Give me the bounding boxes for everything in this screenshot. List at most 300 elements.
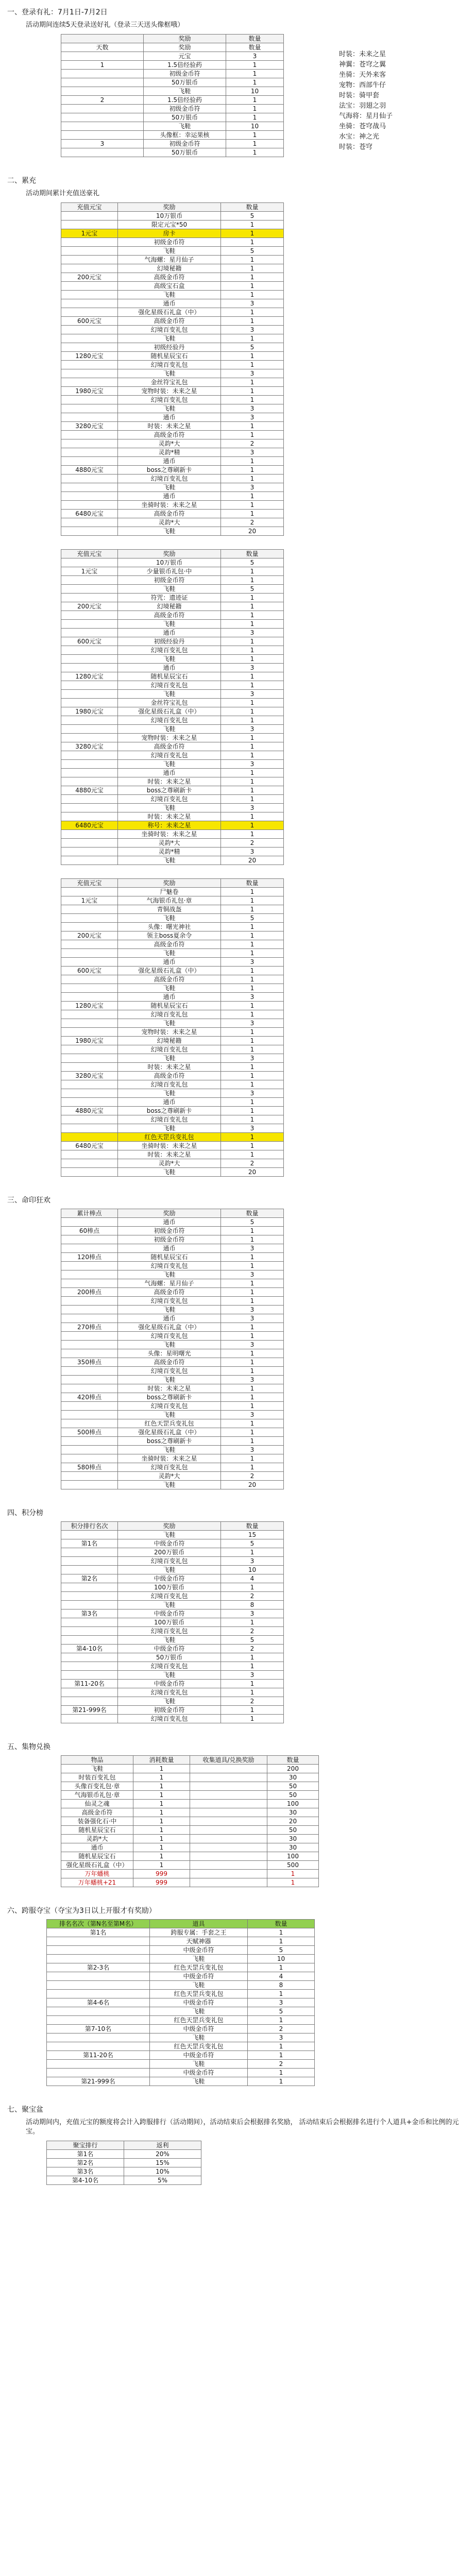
table-cell: 6480元宝 <box>61 1142 118 1150</box>
table-cell: 限定元宝*50 <box>118 221 221 229</box>
table-row <box>61 664 284 672</box>
table-row <box>61 1428 284 1437</box>
table-cell: 1 <box>221 769 284 777</box>
table-cell: 1 <box>221 672 284 681</box>
table-cell: 2 <box>221 1159 284 1168</box>
table-row <box>61 238 284 247</box>
table-cell: 5 <box>221 212 284 221</box>
table-cell: 飞鞋 <box>118 291 221 299</box>
table-cell: 符咒：遗迹证 <box>118 594 221 602</box>
table-row <box>61 492 284 501</box>
table-row <box>61 1715 284 1723</box>
table-cell: 3280元宝 <box>61 422 118 431</box>
table-cell: 1 <box>221 422 284 431</box>
table-cell: 1 <box>221 1358 284 1367</box>
table-row <box>61 148 284 157</box>
table-cell: 20% <box>124 2150 201 2159</box>
table-cell: 初级经验丹 <box>118 637 221 646</box>
table-cell: 3 <box>221 1124 284 1133</box>
table-cell: 1 <box>221 1063 284 1072</box>
table-cell: 15% <box>124 2159 201 2167</box>
table-cell <box>61 238 118 247</box>
table-cell: 初级金币符 <box>118 1227 221 1235</box>
table-cell: 3 <box>61 140 144 148</box>
table-cell <box>61 1531 118 1539</box>
table-row <box>61 1826 319 1835</box>
table-cell <box>61 113 144 122</box>
table-cell: 1 <box>226 96 284 105</box>
table-cell <box>61 1314 118 1323</box>
table-cell <box>190 1791 267 1800</box>
table-cell: 1 <box>221 1288 284 1297</box>
table-cell <box>61 1472 118 1481</box>
section-2-desc: 活动期间累计充值送豪礼 <box>26 190 100 197</box>
table-cell: 1 <box>267 1870 319 1878</box>
table-cell: 跨服专属：手套之王 <box>150 1928 248 1937</box>
table-cell: 飞鞋 <box>61 1765 133 1773</box>
table-cell <box>61 131 144 140</box>
table-row <box>61 931 284 940</box>
table-cell: 通币 <box>118 1314 221 1323</box>
table-cell <box>61 378 118 387</box>
table-cell: 1 <box>221 602 284 611</box>
table-cell: 1 <box>221 967 284 975</box>
table-cell: 1 <box>248 1990 315 1998</box>
table-cell: 金丝符宝礼包 <box>118 699 221 707</box>
table-cell: 500棒点 <box>61 1428 118 1437</box>
table-cell: 幻境百变礼包 <box>118 1402 221 1411</box>
table-cell: 第1名 <box>47 2150 124 2159</box>
table-cell: 高级金币符 <box>118 1288 221 1297</box>
table-cell: 气海银币礼包·章 <box>118 896 221 905</box>
table-cell: 第21-999名 <box>61 1706 118 1715</box>
table-row <box>61 1671 284 1680</box>
table-cell: 通币 <box>118 1218 221 1227</box>
table-cell <box>61 52 144 61</box>
table-cell: 1 <box>221 1098 284 1107</box>
table-cell: 10万银币 <box>118 558 221 567</box>
table-row <box>47 2007 315 2016</box>
table-row <box>47 2016 315 2025</box>
table-cell: 420棒点 <box>61 1393 118 1402</box>
table-cell: 少量银币礼包·中 <box>118 567 221 576</box>
table-cell: 3 <box>221 804 284 812</box>
table-row <box>61 1662 284 1671</box>
section-6-title: 六、跨服夺宝（夺宝为3日以上开服才有奖励） <box>7 1907 156 1915</box>
table-cell: 1 <box>221 457 284 466</box>
table-cell: 气海螺：星月仙子 <box>118 256 221 264</box>
table-cell: 元宝 <box>144 52 226 61</box>
table-row <box>47 2077 315 2086</box>
table-cell: 灵韵*大 <box>118 1159 221 1168</box>
table-row <box>61 1454 284 1463</box>
table-row <box>61 558 284 567</box>
table-cell: 幻境百变礼包 <box>118 1115 221 1124</box>
table-cell: 270棒点 <box>61 1323 118 1332</box>
table-cell: 随机星辰宝石 <box>118 1253 221 1262</box>
table-cell: 1 <box>221 510 284 518</box>
table-cell: 通币 <box>118 457 221 466</box>
table-cell: 1 <box>226 113 284 122</box>
table-cell: 1 <box>221 431 284 439</box>
section-7-title: 七、聚宝盆 <box>7 2106 43 2114</box>
table-cell <box>61 492 118 501</box>
table-cell <box>61 940 118 949</box>
table-cell <box>61 576 118 585</box>
table-cell: 飞鞋 <box>118 984 221 993</box>
table-row <box>47 2176 201 2185</box>
table-row <box>61 404 284 413</box>
table-row <box>61 690 284 699</box>
table-cell <box>47 2069 150 2077</box>
table-cell: 飞鞋 <box>150 1955 248 1963</box>
table-row <box>61 1115 284 1124</box>
table-cell: 1 <box>221 567 284 576</box>
table-row <box>61 1419 284 1428</box>
table-row <box>61 378 284 387</box>
table-cell: 1 <box>221 1010 284 1019</box>
table-cell: 中级金币符 <box>150 1972 248 1981</box>
table-cell <box>61 1481 118 1489</box>
table-cell: 1 <box>226 131 284 140</box>
table-row <box>61 1306 284 1314</box>
column-header: 道具 <box>150 1920 248 1928</box>
table-cell: 2 <box>221 1592 284 1601</box>
table-row <box>61 1773 319 1782</box>
table-cell: 1 <box>221 1393 284 1402</box>
table-header-row <box>47 2141 201 2150</box>
table-cell: 1 <box>221 492 284 501</box>
table-cell: 第2名 <box>61 1574 118 1583</box>
table-row <box>61 1218 284 1227</box>
table-cell <box>61 1341 118 1349</box>
side-note: 气海将：星月仙子 <box>339 112 393 120</box>
table-cell <box>61 221 118 229</box>
table-cell: 幻境百变礼包 <box>118 1045 221 1054</box>
table-row <box>61 804 284 812</box>
table-cell <box>61 518 118 527</box>
table-cell: 8 <box>221 1601 284 1609</box>
table-cell: 1 <box>133 1765 190 1773</box>
table-cell: 头像：星明曙光 <box>118 1349 221 1358</box>
table-row <box>61 1288 284 1297</box>
table-header-row <box>61 1756 319 1765</box>
table-cell: 初级经验丹 <box>118 343 221 352</box>
table-cell <box>190 1843 267 1852</box>
column-header: 充值元宝 <box>61 550 118 558</box>
table-cell: 高级金币符 <box>118 1072 221 1080</box>
table-cell: 15 <box>221 1531 284 1539</box>
table-row <box>61 975 284 984</box>
table-cell: 2 <box>248 2060 315 2069</box>
table-row <box>47 1937 315 1946</box>
table-row <box>47 1972 315 1981</box>
column-header: 奖励 <box>118 1522 221 1531</box>
table-row <box>61 786 284 795</box>
section-1-title: 一、登录有礼：7月1日-7月2日 <box>7 8 108 16</box>
table-cell: 飞鞋 <box>118 1531 221 1539</box>
side-note: 坐骑：苍穹战马 <box>339 123 386 130</box>
table-cell: 第3名 <box>47 2167 124 2176</box>
table-row <box>47 1928 315 1937</box>
table-cell: 1 <box>221 1548 284 1557</box>
table-row <box>47 1946 315 1955</box>
table-cell: 600元宝 <box>61 967 118 975</box>
table-cell: 20 <box>221 527 284 536</box>
table-row <box>61 413 284 422</box>
table-cell: 3 <box>221 1609 284 1618</box>
table-cell <box>61 1557 118 1566</box>
table-cell: 时装：未来之星 <box>118 1063 221 1072</box>
table-cell: 3 <box>221 299 284 308</box>
table-cell <box>190 1782 267 1791</box>
table-cell: 飞鞋 <box>150 2007 248 2016</box>
table-cell: 坐骑时装：未来之星 <box>118 1142 221 1150</box>
table-cell <box>61 1437 118 1446</box>
table-cell: 幻境百变礼包 <box>118 1688 221 1697</box>
table-cell: 1 <box>221 905 284 914</box>
table-cell: 999 <box>133 1878 190 1887</box>
table-row <box>61 1244 284 1253</box>
table-row <box>61 655 284 664</box>
table-cell <box>61 923 118 931</box>
table-cell: 幻境百变礼包 <box>118 681 221 690</box>
table-cell: 3280元宝 <box>61 1072 118 1080</box>
table-cell: 1 <box>221 1419 284 1428</box>
table-row <box>61 821 284 830</box>
table-row <box>61 777 284 786</box>
table-cell: 1 <box>226 148 284 157</box>
table-cell: 1 <box>248 2042 315 2051</box>
table-cell: 5 <box>221 1636 284 1645</box>
table-cell: 1 <box>221 1235 284 1244</box>
table-cell: 1 <box>221 655 284 664</box>
table-cell: 10 <box>226 87 284 96</box>
column-header: 数量 <box>226 35 284 43</box>
table-row <box>61 1072 284 1080</box>
table-cell: 1 <box>221 396 284 404</box>
column-header: 消耗数量 <box>133 1756 190 1765</box>
table-row <box>61 1107 284 1115</box>
table-cell <box>61 629 118 637</box>
table-row <box>61 264 284 273</box>
table-row <box>61 282 284 291</box>
table-cell: 1 <box>221 501 284 510</box>
table-cell: 气海银币礼包·章 <box>61 1791 133 1800</box>
table-cell: 尸魅卷 <box>118 888 221 896</box>
table-cell: 1 <box>221 812 284 821</box>
table-cell: 幻境秘籍 <box>118 1037 221 1045</box>
table-cell <box>47 1972 150 1981</box>
table-cell: 2 <box>221 518 284 527</box>
table-cell <box>61 1133 118 1142</box>
table-header-row <box>61 879 284 888</box>
table-cell: 20 <box>267 1817 319 1826</box>
table-cell: 10 <box>221 1566 284 1574</box>
table-cell: 120棒点 <box>61 1253 118 1262</box>
table-row <box>61 734 284 742</box>
table-cell: 20 <box>221 1168 284 1177</box>
table-cell <box>61 769 118 777</box>
table-row <box>61 1080 284 1089</box>
table-row <box>61 1601 284 1609</box>
table-cell: 1 <box>221 611 284 620</box>
table-cell: 4 <box>248 1972 315 1981</box>
table-cell: 1 <box>221 975 284 984</box>
table-cell: 100万银币 <box>118 1583 221 1592</box>
table-cell: 2 <box>221 839 284 848</box>
column-header: 数量 <box>267 1756 319 1765</box>
table-cell <box>190 1800 267 1808</box>
table-row <box>61 848 284 856</box>
table-row <box>61 769 284 777</box>
table-row <box>61 760 284 769</box>
table-row <box>61 1054 284 1063</box>
table-cell <box>61 856 118 865</box>
table-cell: 时装：未来之星 <box>118 1150 221 1159</box>
mingyin-table <box>61 1209 284 1489</box>
table-cell: 6480元宝 <box>61 510 118 518</box>
table-row <box>61 1297 284 1306</box>
table-row <box>61 131 284 140</box>
table-cell: 3 <box>221 993 284 1002</box>
table-cell <box>61 993 118 1002</box>
table-cell <box>61 483 118 492</box>
table-cell <box>61 646 118 655</box>
table-row <box>61 1349 284 1358</box>
table-cell: 飞鞋 <box>150 2033 248 2042</box>
table-cell: 飞鞋 <box>150 2077 248 2086</box>
table-row <box>47 2051 315 2060</box>
table-cell: 坐骑时装：未来之星 <box>118 1454 221 1463</box>
table-row <box>61 87 284 96</box>
table-row <box>61 299 284 308</box>
table-cell: 幻境百变礼包 <box>118 716 221 725</box>
table-cell: 红色天罡兵变礼包 <box>150 1990 248 1998</box>
table-cell <box>47 2060 150 2069</box>
table-row <box>61 742 284 751</box>
table-cell: 3 <box>221 1244 284 1253</box>
table-cell: 灵韵*精 <box>118 448 221 457</box>
table-row <box>61 637 284 646</box>
table-cell: 高级金币符 <box>61 1808 133 1817</box>
table-cell: 1 <box>221 984 284 993</box>
table-cell: 红色天罡兵变礼包 <box>118 1133 221 1142</box>
table-cell: 1 <box>221 1454 284 1463</box>
table-row <box>61 221 284 229</box>
table-cell: 强化星级石礼盒（中） <box>118 308 221 317</box>
table-cell: 1 <box>221 1045 284 1054</box>
table-cell: 1 <box>221 256 284 264</box>
table-row <box>61 1142 284 1150</box>
column-header: 累计棒点 <box>61 1209 118 1218</box>
table-row <box>61 725 284 734</box>
table-row <box>61 1557 284 1566</box>
table-row <box>61 448 284 457</box>
table-cell: 通币 <box>118 492 221 501</box>
section-7-desc-part1: 活动期间内，充值元宝的额度将会计入跨服排行（活动期间），活动结束后会根据排名奖励， <box>26 2119 297 2126</box>
table-row <box>61 361 284 369</box>
table-row <box>47 2025 315 2033</box>
table-cell <box>61 501 118 510</box>
table-row <box>61 1384 284 1393</box>
column-header: 数量 <box>221 203 284 212</box>
table-cell: 第2名 <box>47 2159 124 2167</box>
table-cell: 10% <box>124 2167 201 2176</box>
table-cell: 1 <box>221 308 284 317</box>
table-cell <box>61 404 118 413</box>
table-cell: 飞鞋 <box>118 1019 221 1028</box>
table-cell: 飞鞋 <box>118 1341 221 1349</box>
table-cell: 1 <box>133 1808 190 1817</box>
table-cell: 3 <box>221 1314 284 1323</box>
table-cell: 通币 <box>118 769 221 777</box>
table-cell: 1 <box>248 1937 315 1946</box>
table-cell: 幻境百变礼包 <box>118 751 221 760</box>
table-cell <box>61 1218 118 1227</box>
column-header: 奖励 <box>118 550 221 558</box>
table-cell: 1 <box>226 70 284 78</box>
table-row <box>47 2069 315 2077</box>
table-row <box>61 431 284 439</box>
table-row <box>61 923 284 931</box>
table-row <box>61 1539 284 1548</box>
table-row <box>61 1782 319 1791</box>
table-cell: 100 <box>267 1852 319 1861</box>
table-row <box>61 967 284 975</box>
table-row <box>61 1010 284 1019</box>
column-header: 排名名次（第N名至第M名） <box>47 1920 150 1928</box>
table-cell: 1 <box>133 1800 190 1808</box>
table-cell: 1 <box>221 795 284 804</box>
table-cell: 1元宝 <box>61 229 118 238</box>
table-cell: 999 <box>133 1870 190 1878</box>
table-cell <box>47 1990 150 1998</box>
table-row <box>61 594 284 602</box>
recharge-table-3 <box>61 878 284 1177</box>
table-cell: 1 <box>221 1367 284 1376</box>
table-cell: 通币 <box>118 1098 221 1107</box>
rank-table <box>61 1521 284 1723</box>
table-cell: 1 <box>221 1080 284 1089</box>
table-cell: 1 <box>221 1662 284 1671</box>
table-cell <box>61 1653 118 1662</box>
table-cell: 飞鞋 <box>118 1601 221 1609</box>
table-cell <box>61 690 118 699</box>
table-cell: 高级金币符 <box>118 611 221 620</box>
table-cell <box>61 984 118 993</box>
column-header: 奖励 <box>118 879 221 888</box>
table-cell: 幻境百变礼包 <box>118 1557 221 1566</box>
table-cell: 3 <box>248 2033 315 2042</box>
table-row <box>61 70 284 78</box>
table-row <box>61 1852 319 1861</box>
table-cell <box>61 70 144 78</box>
table-cell: 1 <box>248 1928 315 1937</box>
column-header: 返利 <box>124 2141 201 2150</box>
table-cell: 1 <box>221 291 284 299</box>
table-cell: 幻境百变礼包 <box>118 1080 221 1089</box>
table-row <box>61 510 284 518</box>
table-row <box>61 1791 319 1800</box>
table-cell: 1 <box>221 681 284 690</box>
table-cell: 3 <box>221 1054 284 1063</box>
table-row <box>61 830 284 839</box>
table-cell: 高级金币符 <box>118 510 221 518</box>
table-row <box>61 43 284 52</box>
table-cell: 1 <box>221 273 284 282</box>
table-cell: 10 <box>248 1955 315 1963</box>
